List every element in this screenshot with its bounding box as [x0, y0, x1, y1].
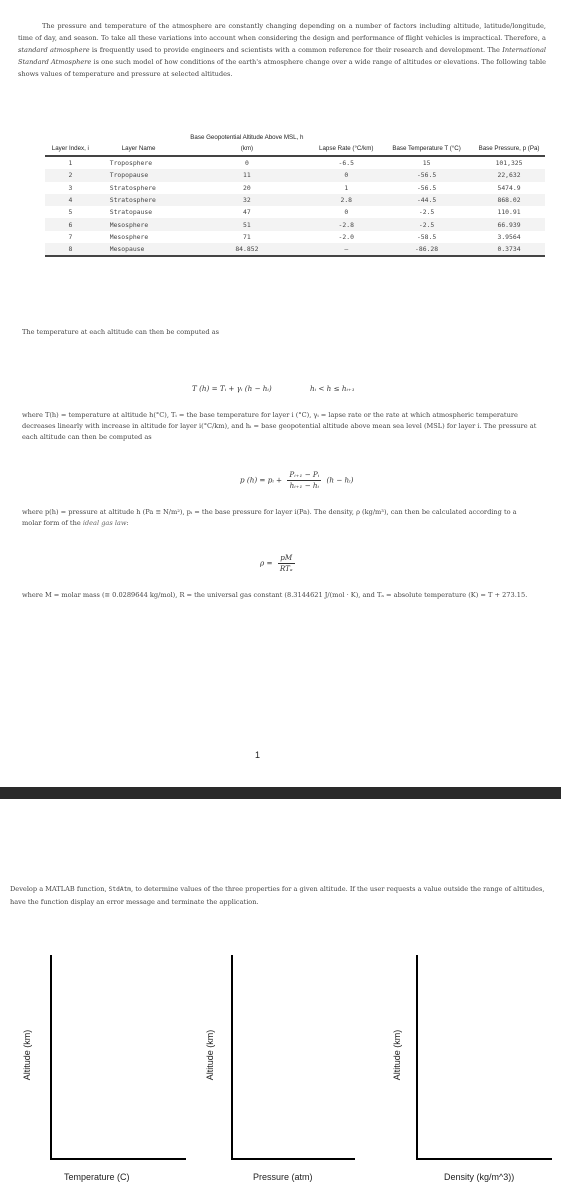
task-text-end: , to determine values of the three properties for a given altitude. If the user requests a value outside the range of altitudes, have the function display an error message and terminate the application. — [10, 885, 545, 906]
pressure-fraction-numerator: Pᵢ₊₁ − Pᵢ — [289, 470, 320, 479]
cell-base-altitude: 32 — [181, 194, 312, 206]
table-body — [45, 156, 545, 256]
intro-text-1: The pressure and temperature of the atmosphere are constantly changing depending on a number of factors including altitude, latitude/longitude, time of day, and season. To take all these variations into account when considering the design and performance of flight vehicles is impractical. Therefore, a — [18, 22, 546, 42]
atmosphere-table — [45, 131, 545, 257]
cell-layer-name: Mesopause — [96, 243, 182, 256]
task-text — [10, 883, 550, 909]
intro-emphasis-1: standard atmosphere — [18, 46, 90, 54]
cell-lapse-rate: -2.8 — [312, 218, 380, 230]
intro-text-2: is frequently used to provide engineers and scientists with a common reference for their research and development. The — [89, 46, 503, 54]
intro-emphasis-2: International Standard Atmosphere — [18, 46, 546, 66]
density-plot-x-axis — [416, 1158, 552, 1160]
temperature-definition-text: where T(h) = temperature at altitude h(°C), Tᵢ = the base temperature for layer i (°C), γᵢ = lapse rate or the rate at which atmospheric temperature decreases linearly with increase in altitude for layer i(°C/km), and hᵢ = base geopotential altitude above mean sea level (MSL) for layer i. The pressure at each altitude can then be computed as — [22, 411, 537, 441]
pressure-equation-lhs: p (h) = pᵢ + — [240, 475, 283, 485]
header-base-altitude: Base Geopotential Altitude Above MSL, h (km) — [181, 131, 312, 156]
cell-layer-name: Mesosphere — [96, 218, 182, 230]
ideal-gas-law-link[interactable]: ideal gas law — [82, 519, 127, 527]
temperature-plot-xlabel: Temperature (C) — [64, 1172, 130, 1182]
cell-base-altitude: 71 — [243, 232, 251, 241]
cell-base-temperature: -2.5 — [380, 218, 473, 230]
cell-layer-name: Troposphere — [109, 159, 153, 168]
cell-base-pressure: 66.939 — [473, 218, 545, 230]
cell-lapse-rate: 1 — [344, 183, 349, 192]
cell-base-altitude: 47 — [243, 208, 251, 217]
cell-layer-name: Mesosphere — [109, 232, 149, 241]
density-equation — [260, 553, 298, 574]
page-number: 1 — [255, 750, 261, 760]
cell-base-pressure: 110.91 — [497, 208, 521, 217]
temperature-plot-ylabel: Altitude (km) — [22, 1029, 32, 1081]
density-plot-y-axis — [416, 955, 418, 1160]
cell-layer-index: 7 — [68, 232, 73, 241]
density-plot-xlabel: Density (kg/m^3)) — [444, 1172, 515, 1182]
cell-layer-index: 5 — [68, 208, 73, 217]
table-row — [45, 231, 545, 243]
cell-layer-name: Stratosphere — [109, 183, 156, 192]
header-base-temperature: Base Temperature T (°C) — [380, 131, 473, 156]
pressure-equation-rhs: (h − hᵢ) — [326, 475, 354, 485]
header-lapse-rate: Lapse Rate (°C/km) — [312, 131, 380, 156]
table-row — [45, 182, 545, 194]
cell-base-temperature: -86.28 — [380, 243, 473, 256]
cell-base-pressure: 868.02 — [473, 194, 545, 206]
cell-base-pressure: 0.3734 — [473, 243, 545, 256]
header-base-pressure: Base Pressure, p (Pa) — [473, 131, 545, 156]
pressure-fraction — [287, 470, 321, 491]
cell-layer-name: Stratopause — [109, 208, 153, 217]
header-layer-name: Layer Name — [96, 131, 182, 156]
header-layer-index: Layer Index, i — [45, 131, 96, 156]
temperature-condition: hᵢ < h ≤ hᵢ₊₁ — [309, 384, 355, 393]
cell-base-temperature: -56.5 — [416, 183, 437, 192]
pressure-plot-xlabel: Pressure (atm) — [253, 1172, 313, 1182]
cell-lapse-rate: – — [312, 243, 380, 256]
pressure-fraction-denominator: hᵢ₊₁ − hᵢ — [289, 481, 319, 490]
cell-base-altitude: 20 — [243, 183, 251, 192]
cell-base-pressure: 3.9564 — [497, 232, 521, 241]
task-text-start: Develop a MATLAB function, — [10, 885, 109, 893]
pressure-definition-main: where p(h) = pressure at altitude h (Pa ≡ N/m²), pᵢ = the base pressure for layer i(Pa). The density, ρ (kg/m³), can then be calculated according to a molar form of the — [22, 508, 517, 527]
function-name-code: StdAtm — [108, 886, 132, 893]
cell-base-temperature: -44.5 — [380, 194, 473, 206]
page-divider — [0, 787, 561, 799]
cell-base-pressure: 5474.9 — [497, 183, 521, 192]
table-row — [45, 218, 545, 230]
cell-base-pressure: 101,325 — [495, 159, 523, 168]
table-row — [45, 243, 545, 256]
cell-base-temperature: -56.5 — [380, 169, 473, 181]
cell-layer-index: 8 — [45, 243, 96, 256]
density-fraction-denominator: RTₐ — [279, 564, 293, 573]
density-fraction-numerator: pM — [278, 553, 295, 564]
cell-base-temperature: -58.5 — [416, 232, 437, 241]
cell-base-temperature: 15 — [422, 159, 431, 168]
table-row — [45, 194, 545, 206]
table-row — [45, 206, 545, 218]
cell-layer-index: 1 — [68, 159, 73, 168]
cell-base-pressure: 22,632 — [473, 169, 545, 181]
temperature-equation-text: T (h) = Tᵢ + γᵢ (h − hᵢ) — [192, 384, 272, 393]
temperature-equation — [192, 384, 355, 393]
cell-lapse-rate: 0 — [344, 208, 349, 217]
pressure-plot-y-axis — [231, 955, 233, 1160]
cell-base-temperature: -2.5 — [418, 208, 435, 217]
density-definition-text: where M = molar mass (≅ 0.0289644 kg/mol), R = the universal gas constant (8.3144621 J/(mol · K), and Tₐ = absolute temperature (K) = T + 273.15. — [22, 591, 528, 599]
pressure-definition-end: : — [126, 519, 129, 527]
cell-lapse-rate: 0 — [312, 169, 380, 181]
pressure-plot-x-axis — [231, 1158, 355, 1160]
cell-layer-index: 4 — [45, 194, 96, 206]
cell-base-altitude: 51 — [181, 218, 312, 230]
temperature-plot-y-axis — [50, 955, 52, 1160]
cell-layer-index: 6 — [45, 218, 96, 230]
pressure-equation — [240, 470, 353, 491]
cell-lapse-rate: 2.8 — [312, 194, 380, 206]
cell-layer-name: Tropopause — [96, 169, 182, 181]
compute-temp-text: The temperature at each altitude can then be computed as — [22, 328, 220, 336]
pressure-plot-ylabel: Altitude (km) — [205, 1029, 215, 1081]
cell-layer-index: 2 — [45, 169, 96, 181]
temperature-plot-x-axis — [50, 1158, 186, 1160]
cell-layer-index: 3 — [68, 183, 73, 192]
cell-lapse-rate: -6.5 — [338, 159, 354, 168]
cell-base-altitude: 0 — [244, 159, 249, 168]
intro-paragraph — [18, 20, 546, 80]
cell-base-altitude: 84.852 — [181, 243, 312, 256]
table-row — [45, 156, 545, 169]
intro-text-3: is one such model of how conditions of the earth's atmosphere change over a wide range of altitudes or elevations. The following table shows values of temperature and pressure at selected altitudes. — [18, 58, 547, 78]
density-equation-lhs: ρ = — [260, 558, 273, 568]
density-fraction — [278, 553, 295, 574]
pressure-definition-text — [22, 507, 537, 529]
table-row — [45, 169, 545, 181]
table-header-row — [45, 131, 545, 156]
density-plot-ylabel: Altitude (km) — [392, 1029, 402, 1081]
cell-lapse-rate: -2.0 — [338, 232, 354, 241]
cell-layer-name: Stratosphere — [96, 194, 182, 206]
cell-base-altitude: 11 — [181, 169, 312, 181]
